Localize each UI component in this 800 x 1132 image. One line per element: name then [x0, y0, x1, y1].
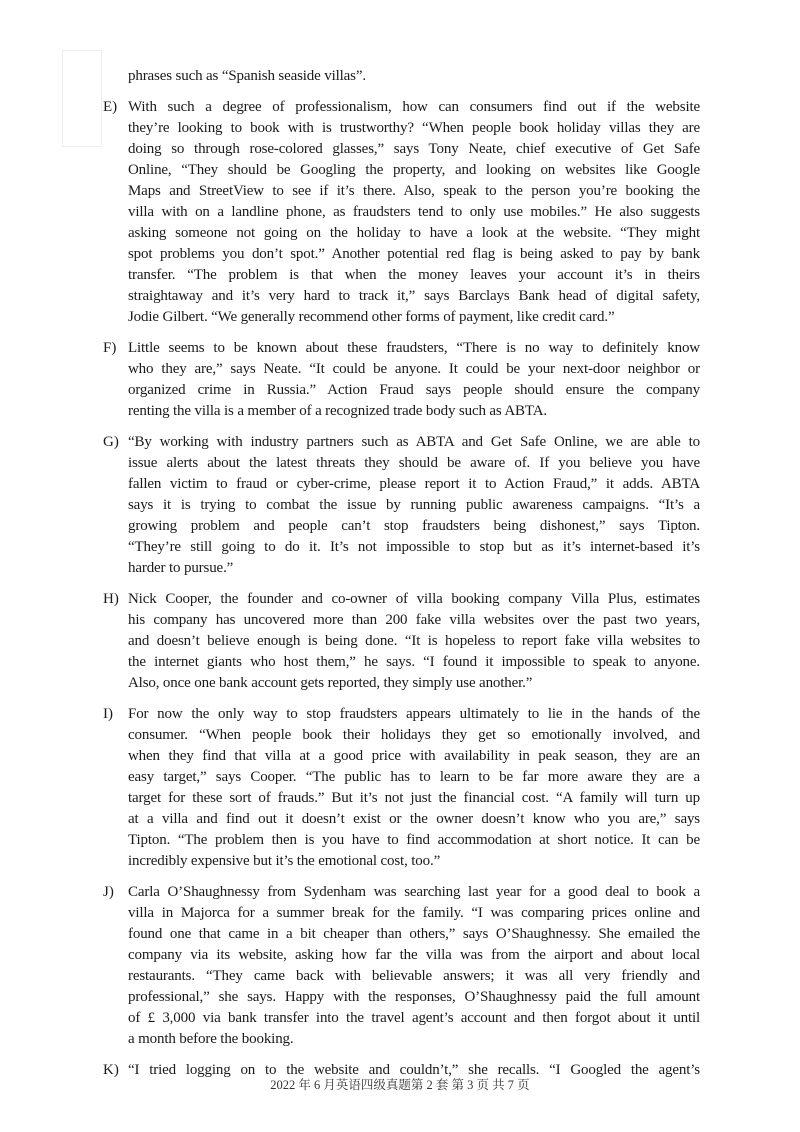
text-line: fallen victim to fraud or cyber-crime, please report it to Action Fraud,” it adds. ABTA	[128, 476, 700, 492]
text-line: doing so through rose-colored glasses,” says Tony Neate, chief executive of Get Safe	[128, 141, 700, 157]
paragraph-e	[0, 97, 800, 328]
text-line: who they are,” says Neate. “It could be anyone. It could be your next-door neighbor or	[128, 361, 700, 377]
paragraph-label: H)	[103, 591, 119, 607]
paragraph-label: I)	[103, 706, 113, 722]
paragraph-g	[0, 432, 800, 579]
text-line: target for these sort of frauds.” But it’s not just the financial cost. “A family will turn up	[128, 790, 700, 806]
text-line: phrases such as “Spanish seaside villas”.	[128, 68, 366, 84]
paragraph-label: F)	[103, 340, 117, 356]
text-line: renting the villa is a member of a recognized trade body such as ABTA.	[128, 403, 547, 419]
text-line: of £ 3,000 via bank transfer into the travel agent’s account and then forgot about it until	[128, 1010, 700, 1026]
paragraph-i	[0, 704, 800, 872]
text-line: Jodie Gilbert. “We generally recommend other forms of payment, like credit card.”	[128, 309, 615, 325]
text-line: transfer. “The problem is that when the money leaves your account it’s in theirs	[128, 267, 700, 283]
text-line: found one that came in a bit cheaper than others,” says O’Shaughnessy. She emailed the	[128, 926, 700, 942]
text-line: company via its website, asking how far the villa was from the airport and about local	[128, 947, 700, 963]
paragraph-h	[0, 589, 800, 694]
text-line: issue alerts about the latest threats they should be aware of. If you believe you have	[128, 455, 700, 471]
text-line: organized crime in Russia.” Action Fraud says people should ensure the company	[128, 382, 700, 398]
paragraph-f	[0, 338, 800, 422]
text-line: at a villa and find out it doesn’t exist or the owner doesn’t know who you are,” says	[128, 811, 700, 827]
page-footer: 2022 年 6 月英语四级真题第 2 套 第 3 页 共 7 页	[270, 1078, 530, 1092]
text-line: incredibly expensive but it’s the emotional cost, too.”	[128, 853, 441, 869]
text-line: Also, once one bank account gets reported, they simply use another.”	[128, 675, 533, 691]
text-line: the internet giants who host them,” he says. “I found it impossible to speak to anyone.	[128, 654, 700, 670]
paragraph-label: G)	[103, 434, 119, 450]
text-line: Online, “They should be Googling the property, and looking on websites like Google	[128, 162, 700, 178]
text-line: professional,” she says. Happy with the responses, O’Shaughnessy paid the full amount	[128, 989, 700, 1005]
text-line: Nick Cooper, the founder and co-owner of villa booking company Villa Plus, estimates	[128, 591, 700, 607]
text-line: his company has uncovered more than 200 fake villa websites over the past two years,	[128, 612, 700, 628]
text-line: a month before the booking.	[128, 1031, 294, 1047]
text-line: and doesn’t believe enough is being done. “It is hopeless to report fake villa websites to	[128, 633, 700, 649]
paragraph-label: E)	[103, 99, 118, 115]
text-line: growing problem and people can’t stop fraudsters being dishonest,” says Tipton.	[128, 518, 700, 534]
text-line: spot problems you don’t spot.” Another potential red flag is being asked to pay by bank	[128, 246, 700, 262]
text-line: asking someone not going on the holiday to have a look at the website. “They might	[128, 225, 700, 241]
text-line: “They’re still going to do it. It’s not impossible to stop but as it’s internet-based it’s	[128, 539, 700, 555]
text-line: With such a degree of professionalism, how can consumers find out if the website	[128, 99, 700, 115]
paragraph-j	[0, 882, 800, 1050]
text-line: Maps and StreetView to see if it’s there. Also, speak to the person you’re booking the	[128, 183, 700, 199]
text-line: harder to pursue.”	[128, 560, 234, 576]
text-line: For now the only way to stop fraudsters appears ultimately to lie in the hands of the	[128, 706, 700, 722]
text-line: “By working with industry partners such as ABTA and Get Safe Online, we are able to	[128, 434, 700, 450]
text-line: says it is trying to combat the issue by running public awareness campaigns. “It’s a	[128, 497, 700, 513]
text-line: villa with on a landline phone, as fraudsters tend to only use mobiles.” He also suggests	[128, 204, 700, 220]
text-line: villa in Majorca for a summer break for the family. “I was comparing prices online and	[128, 905, 700, 921]
paragraph-continuation	[0, 66, 800, 87]
text-line: they’re looking to book with is trustworthy? “When people book holiday villas they are	[128, 120, 700, 136]
text-line: when they find that villa at a good price with availability in peak season, they are an	[128, 748, 700, 764]
text-line: restaurants. “They came back with believable answers; it was all very friendly and	[128, 968, 700, 984]
text-line: Little seems to be known about these fraudsters, “There is no way to definitely know	[128, 340, 700, 356]
text-line: Tipton. “The problem then is you have to find accommodation at short notice. It can be	[128, 832, 700, 848]
paragraph-label: J)	[103, 884, 114, 900]
text-line: Carla O’Shaughnessy from Sydenham was searching last year for a good deal to book a	[128, 884, 700, 900]
text-line: consumer. “When people book their holidays they get so emotionally involved, and	[128, 727, 700, 743]
document-body	[0, 66, 800, 1091]
paragraph-label: K)	[103, 1062, 119, 1078]
text-line: easy target,” says Cooper. “The public has to learn to be far more aware they are a	[128, 769, 700, 785]
text-line: straightaway and it’s very hard to track it,” says Barclays Bank head of digital safety,	[128, 288, 700, 304]
text-line: “I tried logging on to the website and couldn’t,” she recalls. “I Googled the agent’s	[128, 1062, 700, 1078]
